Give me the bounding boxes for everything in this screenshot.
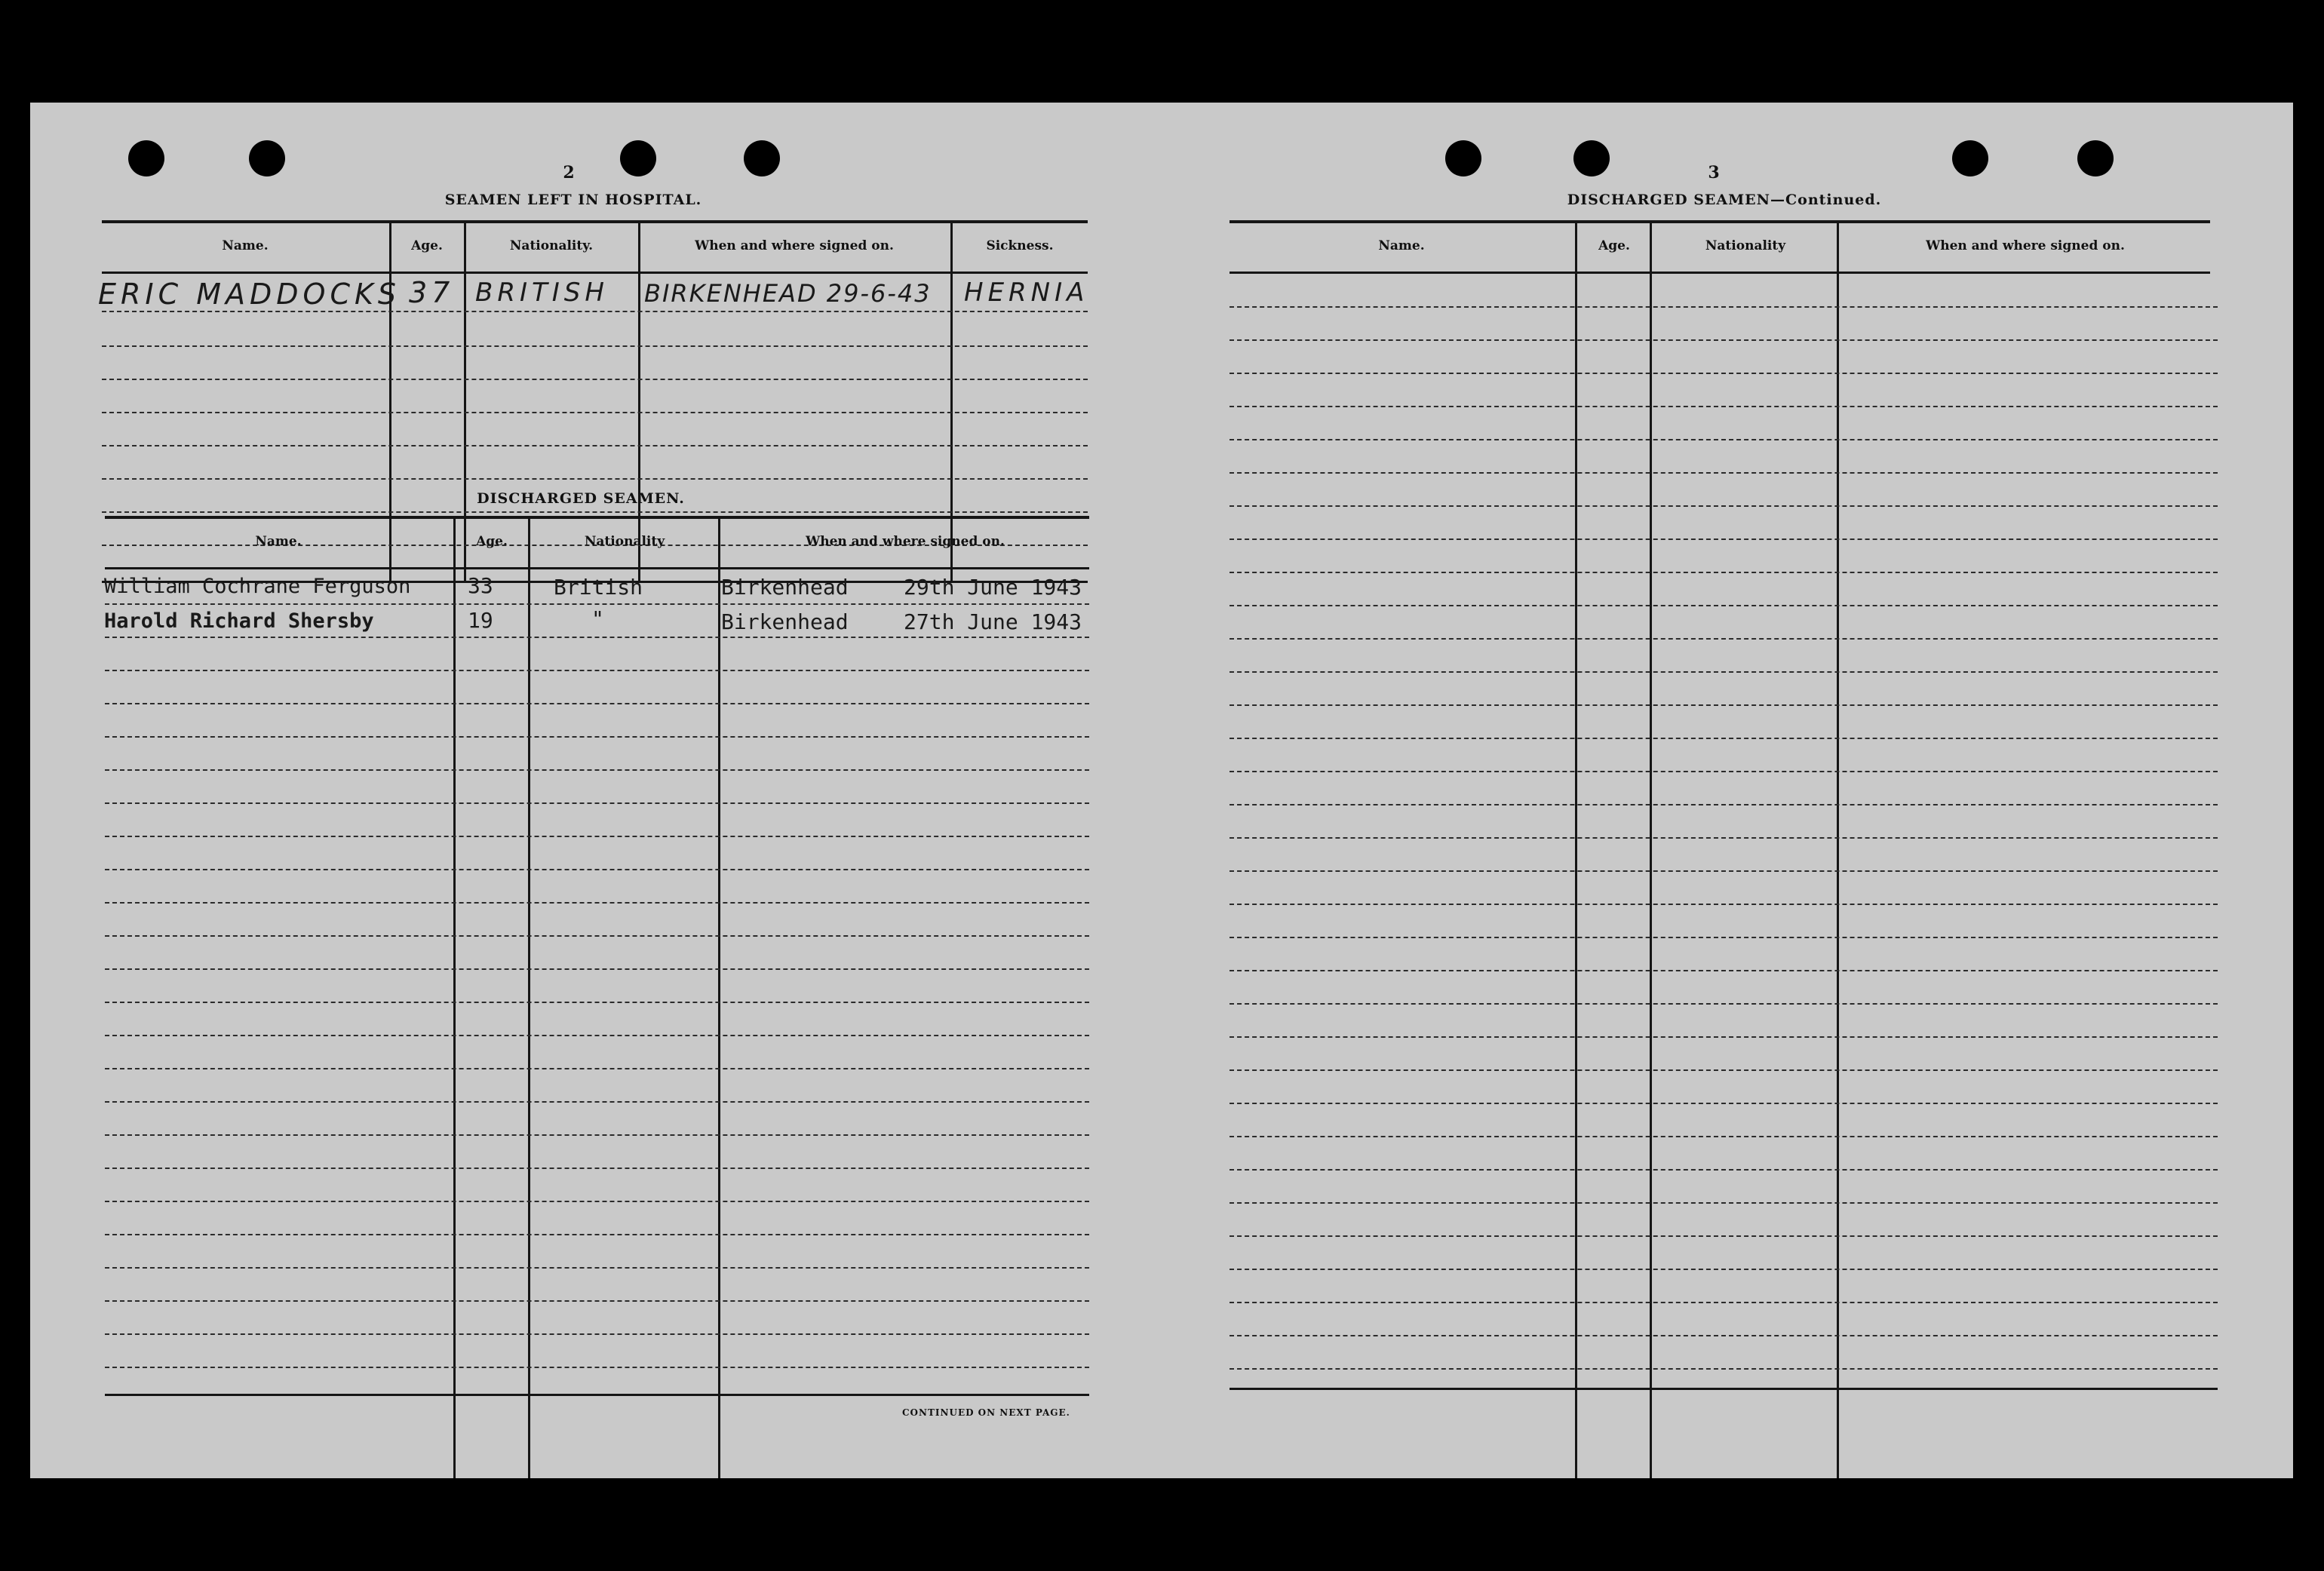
- column-divider: [638, 223, 640, 582]
- right-table-header-rule: [1230, 272, 2210, 274]
- discharged-row-1-date: 29th June 1943: [904, 575, 1082, 600]
- ruled-line: [105, 802, 1089, 804]
- hospital-table-top-rule: [102, 220, 1088, 223]
- ruled-line: [1230, 1368, 2218, 1370]
- right-col-signed-on: When and where signed on.: [1926, 238, 2125, 253]
- ruled-line: [105, 869, 1089, 870]
- right-page: [1159, 103, 2293, 1478]
- hospital-col-name: Name.: [222, 238, 269, 253]
- discharged-row-2-nationality: ": [591, 606, 604, 631]
- column-divider: [464, 223, 466, 582]
- hospital-entry-signed-on: BIRKENHEAD 29-6-43: [644, 279, 932, 308]
- discharged-col-nationality: Nationality: [584, 534, 665, 549]
- ruled-line: [105, 968, 1089, 970]
- ruled-line: [102, 311, 1088, 312]
- ruled-line: [105, 902, 1089, 904]
- ruled-line: [1230, 970, 2218, 971]
- right-col-nationality: Nationality: [1705, 238, 1786, 253]
- ruled-line: [105, 736, 1089, 738]
- discharged-row-2-place: Birkenhead: [721, 609, 849, 634]
- discharged-col-signed-on: When and where signed on.: [806, 534, 1005, 549]
- right-table-top-rule: [1230, 220, 2210, 223]
- right-section-title: DISCHARGED SEAMEN—Continued.: [1567, 192, 1882, 208]
- ruled-line: [102, 511, 1088, 513]
- discharged-row-2-age: 19: [468, 608, 493, 633]
- punch-hole: [1445, 140, 1481, 176]
- ruled-line: [105, 637, 1089, 638]
- ruled-line: [105, 1168, 1089, 1169]
- punch-hole: [744, 140, 780, 176]
- hospital-entry-name: ERIC MADDOCKS: [98, 278, 401, 311]
- punch-hole: [2077, 140, 2114, 176]
- hospital-entry-age: 37: [409, 276, 455, 309]
- ruled-line: [1230, 472, 2218, 474]
- hospital-col-sickness: Sickness.: [986, 238, 1054, 253]
- ruled-line: [105, 1201, 1089, 1202]
- ruled-line: [1230, 771, 2218, 772]
- ruled-line: [1230, 505, 2218, 507]
- punch-hole: [249, 140, 285, 176]
- ruled-line: [1230, 904, 2218, 905]
- ruled-line: [1230, 339, 2218, 341]
- ruled-line: [1230, 538, 2218, 540]
- column-divider: [950, 223, 953, 582]
- ruled-line: [1230, 1235, 2218, 1237]
- ruled-line: [1230, 1136, 2218, 1137]
- ruled-line: [1230, 306, 2218, 308]
- discharged-row-2-date: 27th June 1943: [904, 609, 1082, 634]
- ruled-line: [105, 1267, 1089, 1269]
- ruled-line: [105, 1367, 1089, 1368]
- punch-hole: [1573, 140, 1610, 176]
- column-divider: [1837, 223, 1839, 1478]
- ruled-line: [102, 345, 1088, 347]
- ruled-line: [1230, 1103, 2218, 1104]
- discharged-row-1-place: Birkenhead: [721, 575, 849, 600]
- discharged-row-1-nationality: British: [554, 575, 643, 600]
- ruled-line: [105, 1134, 1089, 1136]
- hospital-col-signed-on: When and where signed on.: [695, 238, 894, 253]
- ruled-line: [1230, 1302, 2218, 1303]
- discharged-section-title: DISCHARGED SEAMEN.: [477, 490, 685, 507]
- right-table-bottom-rule: [1230, 1388, 2218, 1390]
- ruled-line: [1230, 572, 2218, 573]
- continued-note: CONTINUED ON NEXT PAGE.: [902, 1407, 1070, 1418]
- ruled-line: [1230, 804, 2218, 805]
- ruled-line: [1230, 638, 2218, 640]
- ruled-line: [1230, 1269, 2218, 1270]
- discharged-col-age: Age.: [476, 534, 508, 549]
- ruled-line: [1230, 406, 2218, 407]
- ruled-line: [1230, 373, 2218, 374]
- ruled-line: [1230, 1069, 2218, 1071]
- ruled-line: [1230, 1202, 2218, 1204]
- ruled-line: [105, 1002, 1089, 1003]
- ruled-line: [105, 1234, 1089, 1235]
- ruled-line: [1230, 1003, 2218, 1005]
- ruled-line: [105, 670, 1089, 671]
- punch-hole: [1952, 140, 1988, 176]
- discharged-table-top-rule: [105, 516, 1089, 519]
- ruled-line: [1230, 937, 2218, 938]
- ruled-line: [1230, 1335, 2218, 1336]
- ruled-line: [105, 1300, 1089, 1302]
- discharged-col-name: Name.: [255, 534, 302, 549]
- column-divider: [1650, 223, 1652, 1478]
- ruled-line: [1230, 439, 2218, 440]
- ruled-line: [1230, 1169, 2218, 1171]
- ruled-line: [102, 379, 1088, 380]
- ruled-line: [102, 445, 1088, 446]
- ruled-line: [1230, 704, 2218, 706]
- ruled-line: [1230, 1036, 2218, 1038]
- hospital-entry-nationality: BRITISH: [475, 278, 609, 308]
- ruled-line: [105, 935, 1089, 937]
- discharged-row-2-name: Harold Richard Shersby: [104, 609, 374, 633]
- page-number: 2: [563, 163, 575, 183]
- ruled-line: [105, 603, 1089, 605]
- column-divider: [1575, 223, 1577, 1478]
- ruled-line: [1230, 870, 2218, 872]
- ruled-line: [1230, 605, 2218, 606]
- punch-hole: [128, 140, 164, 176]
- ruled-line: [105, 1101, 1089, 1103]
- hospital-entry-sickness: HERNIA: [964, 278, 1089, 308]
- left-page: [30, 103, 1162, 1478]
- discharged-row-1-name: William Cochrane Ferguson: [104, 575, 411, 598]
- ruled-line: [105, 836, 1089, 837]
- right-col-age: Age.: [1598, 238, 1630, 253]
- ruled-line: [1230, 671, 2218, 673]
- hospital-col-age: Age.: [411, 238, 443, 253]
- discharged-row-1-age: 33: [468, 573, 493, 598]
- hospital-col-nationality: Nationality.: [509, 238, 594, 253]
- discharged-table-bottom-rule: [105, 1394, 1089, 1396]
- ruled-line: [105, 769, 1089, 771]
- right-col-name: Name.: [1378, 238, 1425, 253]
- hospital-table-header-rule: [102, 272, 1088, 274]
- punch-hole: [620, 140, 656, 176]
- hospital-section-title: SEAMEN LEFT IN HOSPITAL.: [444, 192, 702, 208]
- page-number: 3: [1708, 163, 1720, 183]
- ruled-line: [105, 703, 1089, 704]
- ruled-line: [102, 478, 1088, 480]
- ruled-line: [1230, 738, 2218, 739]
- ruled-line: [105, 1035, 1089, 1036]
- ruled-line: [105, 1333, 1089, 1335]
- ruled-line: [102, 412, 1088, 413]
- ruled-line: [1230, 837, 2218, 839]
- ruled-line: [105, 1068, 1089, 1069]
- discharged-table-header-rule: [105, 567, 1089, 569]
